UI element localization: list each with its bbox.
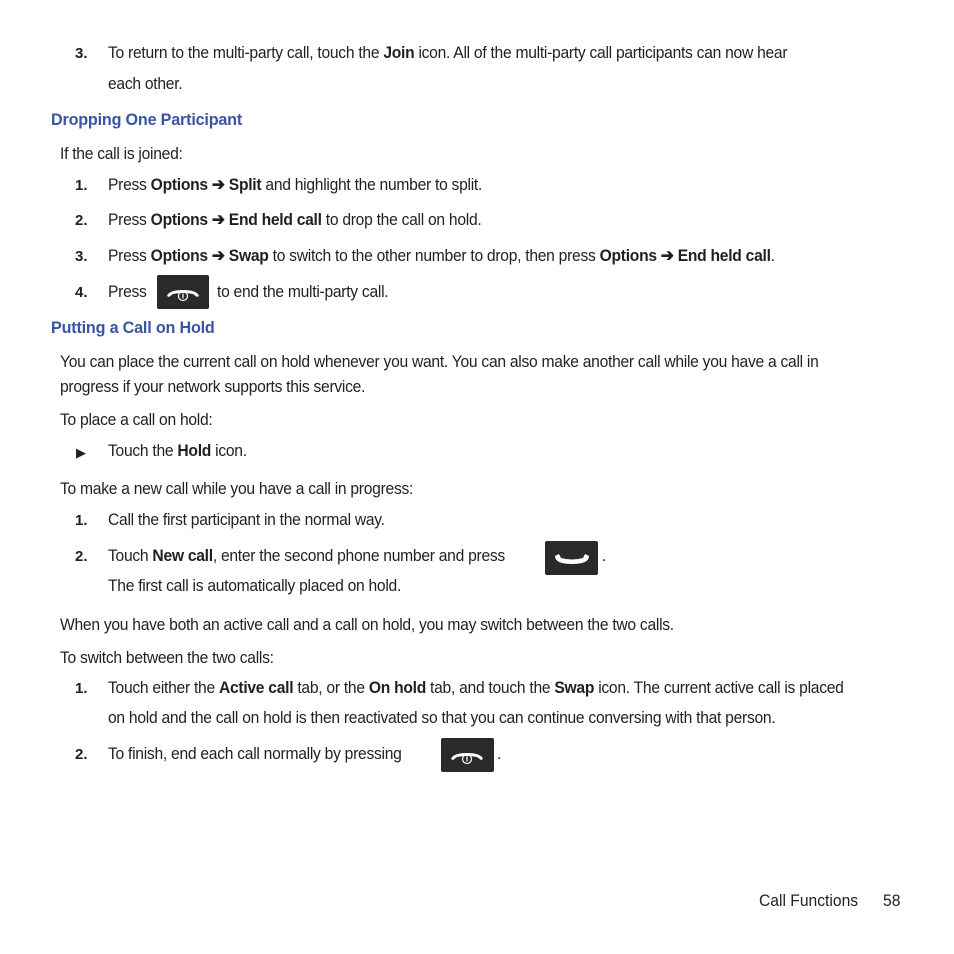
paragraph: To switch between the two calls:: [60, 648, 274, 667]
bullet-text: Touch the Hold icon.: [108, 441, 247, 460]
step-number: 4.: [75, 284, 88, 301]
page-number: 58: [883, 891, 901, 910]
step-text: To return to the multi-party call, touch the Join icon. All of the multi-party call participants can now hear: [108, 43, 788, 62]
send-call-icon: [545, 541, 598, 575]
step-text-continued: on hold and the call on hold is then reactivated so that you can continue conversing with that person.: [108, 708, 776, 727]
step-number: 1.: [75, 512, 88, 529]
step-text: Press Options ➔ End held call to drop the call on hold.: [108, 210, 482, 229]
footer-section-title: Call Functions: [759, 891, 859, 910]
end-call-icon: [157, 275, 209, 309]
section-heading-dropping: Dropping One Participant: [51, 110, 243, 129]
step-number: 2.: [75, 548, 88, 565]
step-number: 3.: [75, 248, 88, 265]
step-number: 2.: [75, 746, 88, 763]
paragraph: progress if your network supports this service.: [60, 377, 366, 396]
step-text-period: .: [497, 744, 502, 763]
step-text-continued: each other.: [108, 74, 183, 93]
step-text: Call the first participant in the normal way.: [108, 510, 385, 529]
step-number: 1.: [75, 177, 88, 194]
paragraph: When you have both an active call and a call on hold, you may switch between the two calls.: [60, 615, 674, 634]
step-number: 2.: [75, 212, 88, 229]
step-text: Press Options ➔ Split and highlight the number to split.: [108, 175, 483, 194]
intro-text: If the call is joined:: [60, 144, 183, 163]
paragraph: To place a call on hold:: [60, 410, 213, 429]
step-text-continued: The first call is automatically placed on hold.: [108, 576, 402, 595]
step-text: Touch New call, enter the second phone number and press: [108, 546, 505, 565]
step-text: Press Options ➔ Swap to switch to the other number to drop, then press Options ➔ End held call.: [108, 246, 775, 265]
step-number: 1.: [75, 680, 88, 697]
paragraph: You can place the current call on hold whenever you want. You can also make another call while you have a call in: [60, 352, 819, 371]
step-text: Press: [108, 282, 147, 301]
step-text-period: .: [602, 546, 607, 565]
step-text: To finish, end each call normally by pressing: [108, 744, 402, 763]
section-heading-hold: Putting a Call on Hold: [51, 318, 215, 337]
step-text: to end the multi-party call.: [217, 282, 389, 301]
bullet-triangle-icon: ▶: [76, 445, 86, 460]
step-text: Touch either the Active call tab, or the On hold tab, and touch the Swap icon. The current active call is placed: [108, 678, 844, 697]
end-call-icon: [441, 738, 494, 772]
paragraph: To make a new call while you have a call in progress:: [60, 479, 414, 498]
step-number: 3.: [75, 45, 88, 62]
